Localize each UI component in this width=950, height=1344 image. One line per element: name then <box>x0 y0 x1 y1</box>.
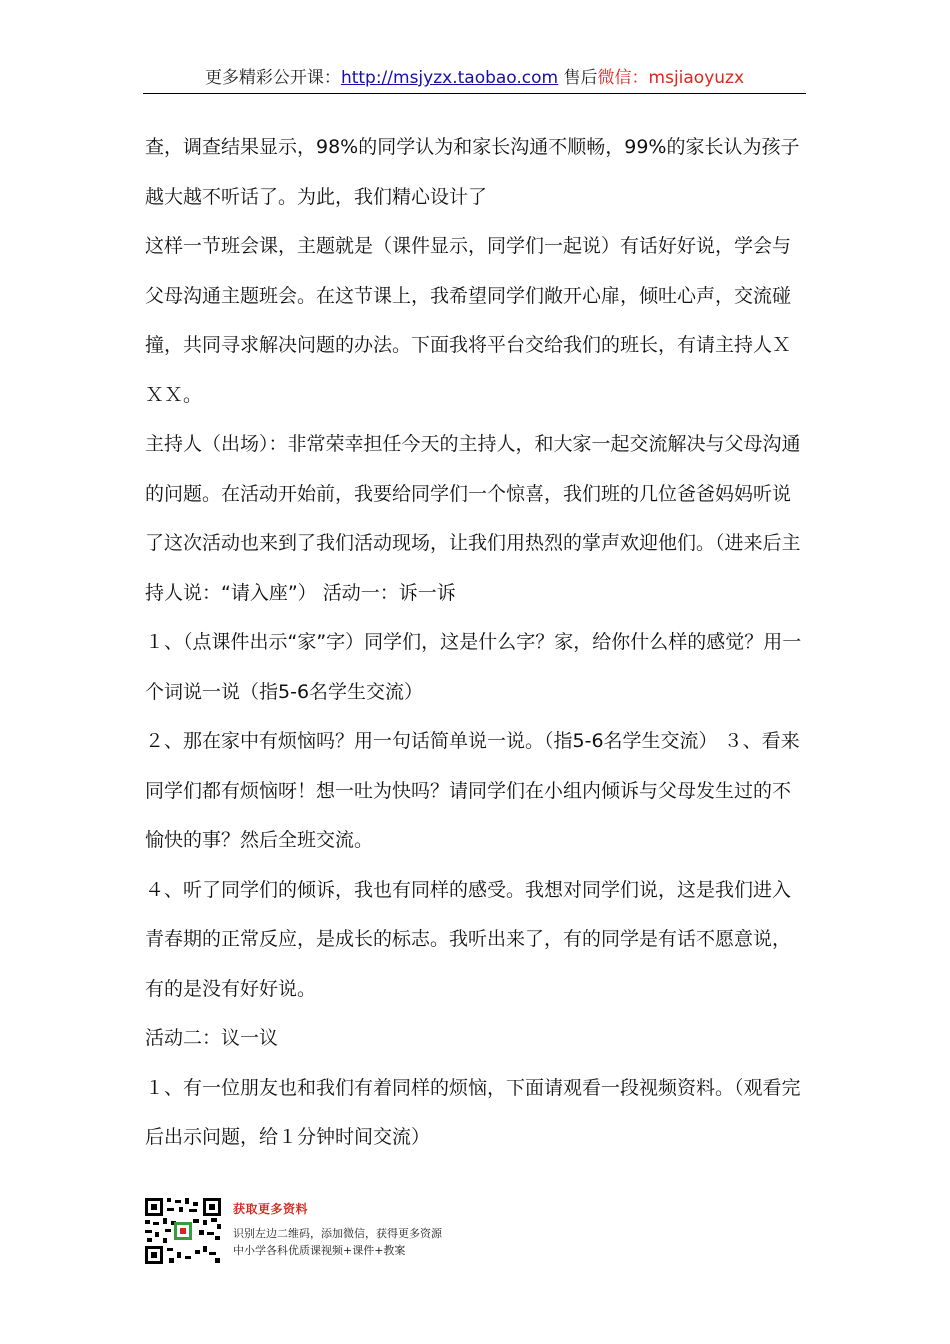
paragraph: １、（点课件出示“家”字）同学们，这是什么字？家，给你什么样的感觉？用一个词说一说（指5-6名学生交流） <box>145 631 802 703</box>
paragraph: 主持人（出场）：非常荣幸担任今天的主持人，和大家一起交流解决与父母沟通的问题。在活动开始前，我要给同学们一个惊喜，我们班的几位爸爸妈妈听说了这次活动也来到了我们活动现场，让我们用热烈的掌声欢迎他们。（进来后主持人说：“请入座”） 活动一：诉一诉 <box>145 433 801 604</box>
paragraph: １、有一位朋友也和我们有着同样的烦恼，下面请观看一段视频资料。（观看完后出示问题，给１分钟时间交流） <box>145 1076 801 1148</box>
wechat-label: 微信： <box>597 68 649 88</box>
footer-title: 获取更多资料 <box>233 1202 309 1216</box>
paragraph: 查，调查结果显示，98%的同学认为和家长沟通不顺畅，99%的家长认为孩子越大越不听话了。为此，我们精心设计了 <box>145 136 800 208</box>
page-header <box>143 66 806 90</box>
after-sales-label: 售后 <box>558 68 598 88</box>
shop-link[interactable]: http://msjyzx.taobao.com <box>340 68 559 88</box>
header-divider <box>143 93 806 94</box>
promo-footer <box>143 1196 563 1270</box>
paragraph: ４、听了同学们的倾诉，我也有同样的感受。我想对同学们说，这是我们进入青春期的正常反应，是成长的标志。我听出来了，有的同学是有话不愿意说，有的是没有好好说。 <box>145 878 792 1000</box>
paragraph: 这样一节班会课，主题就是（课件显示，同学们一起说）有话好好说，学会与父母沟通主题班会。在这节课上，我希望同学们敞开心扉，倾吐心声，交流碰撞，共同寻求解决问题的办法。下面我将平台交给我们的班长，有请主持人ＸＸＸ。 <box>145 235 792 406</box>
footer-line-1: 识别左边二维码，添加微信，获得更多资源 <box>233 1227 442 1240</box>
section-heading: 活动二：议一议 <box>145 1027 279 1049</box>
document-body <box>145 123 807 1163</box>
footer-line-2: 中小学各科优质课视频+课件+教案 <box>233 1244 406 1257</box>
wechat-id: msjiaoyuzx <box>648 68 745 88</box>
paragraph: ２、那在家中有烦恼吗？用一句话简单说一说。（指5-6名学生交流） ３、看来同学们都有烦恼呀！想一吐为快吗？请同学们在小组内倾诉与父母发生过的不愉快的事？然后全班交流。 <box>145 730 800 851</box>
header-prefix: 更多精彩公开课： <box>204 68 341 88</box>
qr-code-icon[interactable] <box>143 1196 223 1266</box>
